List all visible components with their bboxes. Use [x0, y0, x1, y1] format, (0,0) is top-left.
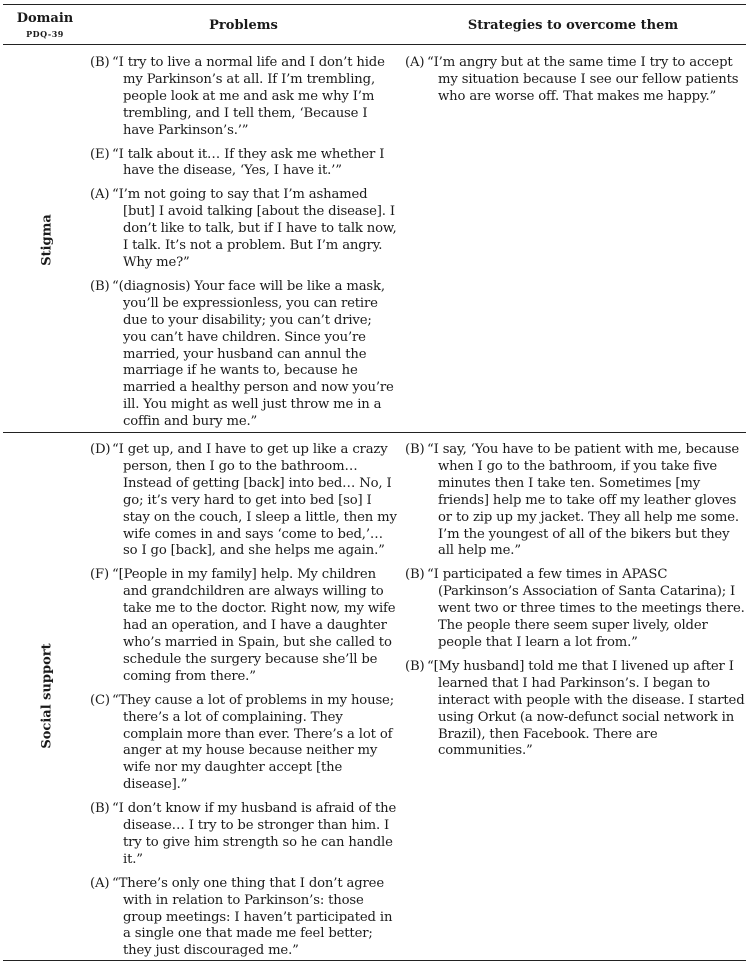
social-strategy-1: (B) “I say, ‘You have to be patient with me, because when I go to the bathroom, if you take five minutes then I take ten. Sometimes [my friends] help me to take off my leather gloves or to zip up my jacket. They all help me some. I’m the youngest of all of the bikers but they all help me.” [405, 442, 740, 559]
section-rule [3, 432, 746, 433]
domain-label-social-support: Social support [39, 643, 55, 749]
stigma-problem-4: (B) “(diagnosis) Your face will be like a mask, you’ll be expressionless, you can retire due to your disability; you can’t drive; you can’t have children. Since you’re married, your husband can annul the marriage if he wants to, because he married a healthy person and now you’re ill. You might as well just throw me in a coffin and bury me.” [90, 278, 394, 430]
stigma-problem-3: (A) “I’m not going to say that I’m ashamed [but] I avoid talking [about the disease]. I don’t like to talk, but if I have to talk now, I talk. It’s not a problem. But I’m angry. Why me?” [90, 187, 397, 270]
social-strategy-3: (B) “[My husband] told me that I livened up after I learned that I had Parkinson’s. I began to interact with people with the disease. I started using Orkut (a now-defunct social network in Brazil), then Facebook. There are communities.” [405, 658, 745, 759]
header-strategies: Strategies to overcome them [467, 18, 679, 33]
table-top-rule [3, 4, 746, 5]
social-problem-2: (F) “[People in my family] help. My children and grandchildren are always willing to take me to the doctor. Right now, my wife had an operation, and I have a daughter who’s married in Spain, but she called to schedule the surgery because she’ll be coming from there.” [90, 567, 396, 684]
social-problem-4: (B) “I don’t know if my husband is afraid of the disease… I try to be stronger than him. I try to give him strength so he can handle it.” [90, 801, 397, 867]
stigma-problems [90, 55, 397, 438]
social-support-problems [90, 442, 397, 967]
social-strategy-2: (B) “I participated a few times in APASC (Parkinson’s Association of Santa Catarina); I went two or three times to the meetings there. The people there seem super lively, older people that I learn a lot from.” [405, 567, 745, 650]
header-domain-sub: PDQ-39 [26, 29, 64, 39]
stigma-strategies [405, 55, 745, 113]
stigma-strategy-1: (A) “I’m angry but at the same time I try to accept my situation because I see our fellow patients who are worse off. That makes me happy.” [405, 55, 739, 104]
table-bottom-rule [3, 960, 746, 961]
header-rule [3, 44, 746, 45]
stigma-problem-1: (B) “I try to live a normal life and I don’t hide my Parkinson’s at all. If I’m trembling, people look at me and ask me why I’m trembling, and I tell them, ‘Because I have Parkinson’s.’” [90, 55, 385, 138]
social-support-strategies [405, 442, 745, 767]
header-domain [3, 11, 87, 42]
social-problem-3: (C) “They cause a lot of problems in my house; there’s a lot of complaining. They complain more than ever. There’s a lot of anger at my house because neither my wife nor my daughter accept [the disease].” [90, 692, 395, 793]
domain-label-stigma: Stigma [39, 214, 55, 266]
social-problem-5: (A) “There’s only one thing that I don’t agree with in relation to Parkinson’s: those group meetings: I haven’t participated in a single one that made me feel better; they just discouraged me.” [90, 875, 393, 959]
stigma-problem-2: (E) “I talk about it… If they ask me whether I have the disease, ‘Yes, I have it.’” [90, 146, 385, 179]
header-domain-label: Domain [16, 11, 74, 26]
social-problem-1: (D) “I get up, and I have to get up like a crazy person, then I go to the bathroom… Instead of getting [back] into bed… No, I go; it’s very hard to get into bed [so] I stay on the couch, I sleep a little, then my wife comes in and says ‘come to bed,’… so I go [back], and she helps me again.” [90, 442, 397, 559]
header-problems: Problems [209, 18, 278, 33]
